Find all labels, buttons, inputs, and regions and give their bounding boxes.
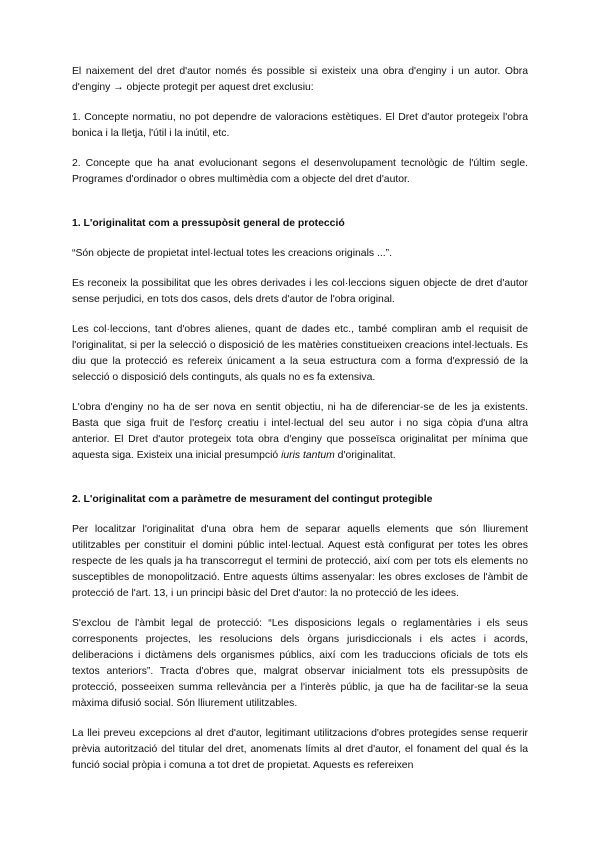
section-2-paragraph-3: La llei preveu excepcions al dret d'autor, legitimant utilitzacions d'obres protegides sense requerir prèvia autorització del titular del dret, anomenats límits al dret d'autor, el fonament del qual és la funció social pròpia i comuna a tot dret de propietat. Aquests es refereixen bbox=[72, 728, 528, 771]
section-2-paragraph-1: Per localitzar l'originalitat d'una obra hem de separar aquells elements que són lliurement utilitzables per constituir el domini públic intel·lectual. Aquest està configurat per totes les obres respecte de les quals ja ha transcorregut el termini de protecció, així com per tots els elements no susceptibles de monopolització. Entre aquests últims assenyalar: les obres excloses de l'àmbit de protecció de l'art. 13, i un principi bàsic del Dret d'autor: la no protecció de les idees. bbox=[72, 524, 528, 599]
section-1-paragraph-2: Les col·leccions, tant d'obres alienes, quant de dades etc., també compliran amb el requisit de l'originalitat, si per la selecció o disposició de les matèries constitueixen creacions intel·lectuals. Es diu que la protecció es refereix únicament a la seua estructura com a forma d'expressió de la selecció o disposició dels continguts, als quals no es fa extensiva. bbox=[72, 324, 528, 383]
section-2-paragraph-2: S'exclou de l'àmbit legal de protecció: “Les disposicions legals o reglamentàries i els seus corresponents projectes, les resolucions dels òrgans jurisdiccionals i els actes i acords, deliberacions i dictàmens dels organismes públics, així com les traduccions oficials de tots els textos anteriors”. Tracta d'obres que, malgrat observar inicialment tots els pressupòsits de protecció, posseeixen summa rellevància per a l'interès públic, ja que ha de facilitar-se la seua màxima difusió social. Són lliurement utilitzables. bbox=[72, 618, 528, 709]
intro-paragraph: El naixement del dret d'autor només és possible si existeix una obra d'enginy i un autor. Obra d'enginy → objecte protegit per aquest dret exclusiu: bbox=[72, 66, 528, 93]
section-1-paragraph-3-end: d'originalitat. bbox=[334, 450, 396, 461]
section-1-paragraph-3-text: L'obra d'enginy no ha de ser nova en sentit objectiu, ni ha de diferenciar-se de les ja existents. Basta que siga fruit de l'esforç creatiu i intel·lectual del seu autor i no siga còpia d'una altra anterior. El Dret d'autor protegeix tota obra d'enginy que posseïsca originalitat per mínima que aquesta siga. Existeix una inicial presumpció bbox=[72, 402, 528, 461]
document-page bbox=[72, 64, 528, 774]
section-1-paragraph-3 bbox=[72, 400, 528, 464]
intro-item-1: 1. Concepte normatiu, no pot dependre de valoracions estètiques. El Dret d'autor protegeix l'obra bonica i la lletja, l'útil i la inútil, etc. bbox=[72, 112, 528, 139]
intro-item-2: 2. Concepte que ha anat evolucionant segons el desenvolupament tecnològic de l'últim segle. Programes d'ordinador o obres multimèdia com a objecte del dret d'autor. bbox=[72, 158, 528, 185]
section-1-paragraph-1: Es reconeix la possibilitat que les obres derivades i les col·leccions siguen objecte de dret d'autor sense perjudici, en tots dos casos, dels drets d'autor de l'obra original. bbox=[72, 278, 528, 305]
section-2-heading: 2. L'originalitat com a paràmetre de mesurament del contingut protegible bbox=[72, 494, 433, 505]
section-1-heading: 1. L'originalitat com a pressupòsit general de protecció bbox=[72, 218, 345, 229]
latin-term: iuris tantum bbox=[281, 450, 335, 461]
section-1-quote: “Són objecte de propietat intel·lectual totes les creacions originals ...”. bbox=[72, 248, 392, 259]
